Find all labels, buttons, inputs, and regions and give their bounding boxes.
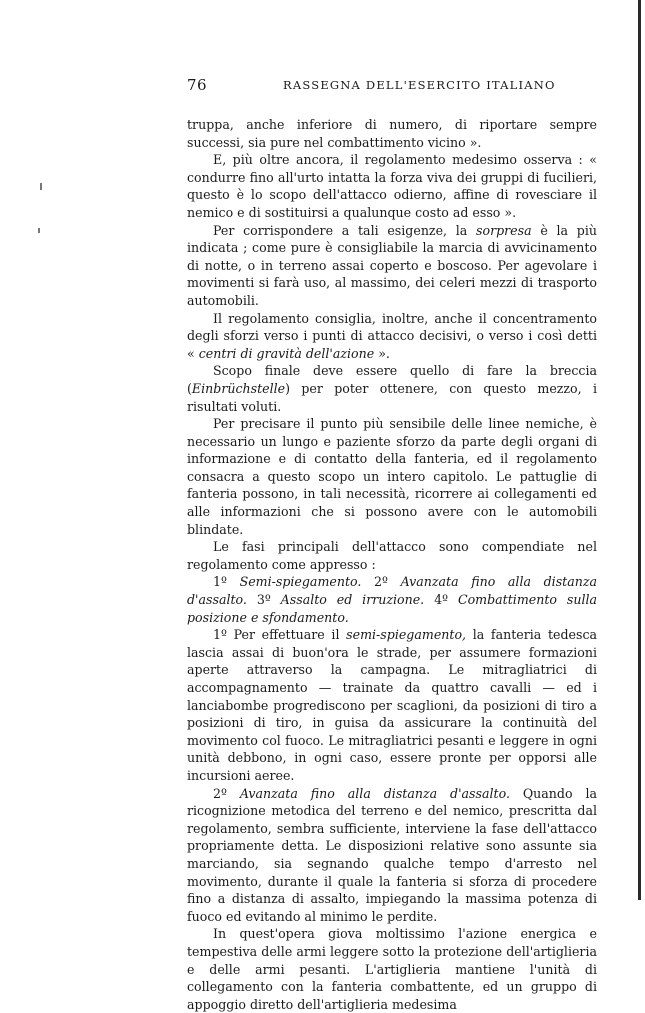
page-number: 76 [187,76,208,94]
running-title: RASSEGNA DELL'ESERCITO ITALIANO [283,78,556,92]
text-run: 4º [424,592,458,608]
paragraph [187,222,597,310]
text-run: Scopo finale deve essere quello di fare la breccia ( [187,363,597,396]
paragraph [187,362,597,415]
text-run: 1º [213,574,240,590]
text-run: Il regolamento consiglia, inoltre, anche il concentramento degli sforzi verso i punti di attacco decisivi, o verso i così detti « [187,310,597,361]
italic-text: Avanzata fino alla distanza d'assalto. [239,785,510,801]
margin-mark [40,183,42,190]
text-run: ) per poter ottenere, con questo mezzo, i risultati voluti. [187,380,597,414]
italic-text: Combattimento sulla posizione e sfondamento. [187,592,598,625]
text-run: In quest'opera giova moltissimo l'azione energica e tempestiva delle armi leggere sotto la protezione dell'artiglieria e delle armi pesanti. L'artiglieria mantiene l'unità di collegamento con la fanteria combattente, ed un gruppo di appoggio diretto dell'artiglieria medesima [187,926,597,1012]
paragraph [187,785,597,926]
text-run: la fanteria tedesca lascia assai di buon'ora le strade, per assumere formazioni aperte attraverso la campagna. Le mitragliatrici di accompagnamento — trainate da quattro cavalli — ed i lanciabombe progrediscono per scaglioni, da posizioni di tiro a posizioni di tiro, in guisa da assicurare la continuità del movimento col fuoco. Le mitragliatrici pesanti e leggere in ogni unità debbono, in ogni caso, essere pronte per opporsi alle incursioni aeree. [187,627,598,783]
text-run: 2º [361,574,401,590]
text-run: 3º [246,592,281,608]
paragraph [187,310,597,363]
text-run: Quando la ricognizione metodica del terreno e del nemico, prescritta dal regolamento, sembra sufficiente, interviene la fase dell'attacco propriamente detta. Le disposizioni relative sono assunte sia marciando, sia segnando qualche tempo d'arresto nel movimento, durante il quale la fanteria si sforza di procedere fino a distanza di assalto, impiegando la massima potenza di fuoco ed evitando al minimo le perdite. [187,785,597,924]
paragraph [187,626,597,784]
text-run: ». [374,345,390,361]
text-run: 1º Per effettuare il [213,627,347,643]
paragraph [187,925,597,1013]
margin-mark [38,228,40,233]
paragraph [187,116,597,151]
text-run: Per precisare il punto più sensibile delle linee nemiche, è necessario un lungo e paziente sforzo da parte degli organi di informazione e di contatto della fanteria, ed il regolamento consacra a questo scopo un intero capitolo. Le pattuglie di fanteria possono, in tali necessità, ricorrere ai collegamenti ed alle informazioni che si possono avere con le automobili blindate. [187,416,597,537]
paragraph [187,151,597,221]
text-run: Per corrispondere a tali esigenze, la [213,222,477,238]
text-run: 2º [213,785,240,801]
text-run: truppa, anche inferiore di numero, di riportare sempre successi, sia pure nel combattimento vicino ». [187,117,597,150]
text-run: è la più indicata ; come pure è consigliabile la marcia di avvicinamento di notte, o in terreno assai coperto e boscoso. Per agevolare i movimenti si farà uso, al massimo, dei celeri mezzi di trasporto automobili. [187,222,598,308]
italic-text: Assalto ed irruzione. [280,592,425,608]
text-run: Le fasi principali dell'attacco sono compendiate nel regolamento come appresso : [187,539,597,572]
italic-text: centri di gravità dell'azione [198,345,375,361]
italic-text: semi-spiegamento, [346,627,467,643]
running-header [187,76,597,100]
paragraph [187,573,597,626]
paragraph [187,415,597,538]
italic-text: Einbrüchstelle [191,380,286,396]
italic-text: Avanzata fino alla distanza d'assalto. [187,574,597,608]
page-edge-line [638,0,641,900]
italic-text: Semi-spiegamento. [239,574,362,590]
text-run: E, più oltre ancora, il regolamento medesimo osserva : « condurre fino all'urto intatta la forza viva dei gruppi di fucilieri, questo è lo scopo dell'attacco odierno, affine di rovesciare il nemico e di sostituirsi a qualunque costo ad esso ». [187,152,597,220]
body-text [187,116,597,1013]
paragraph [187,538,597,573]
italic-text: sorpresa [476,222,532,238]
